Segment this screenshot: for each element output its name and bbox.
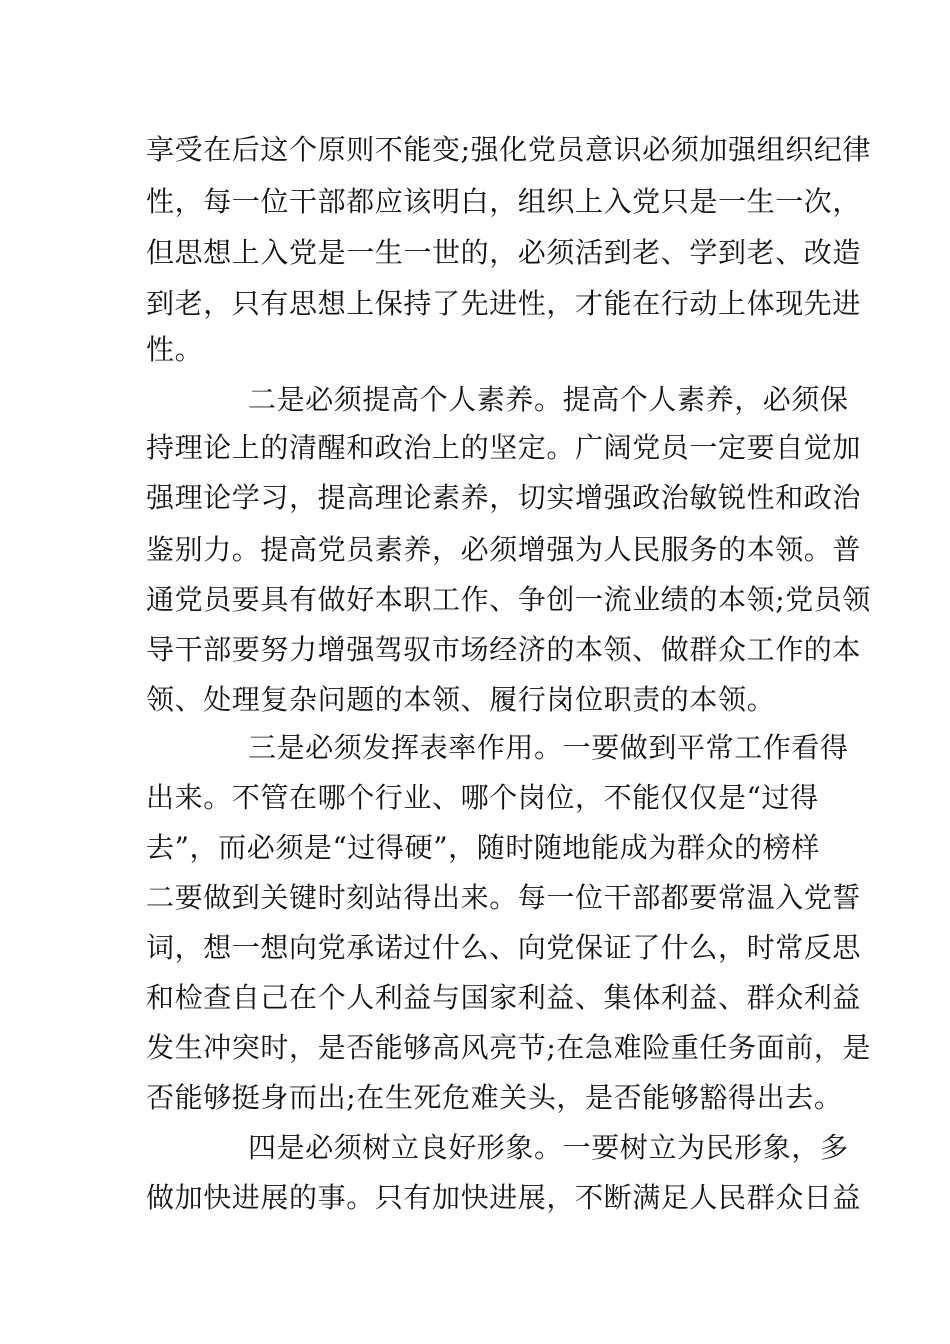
text-line: 发生冲突时，是否能够高风亮节;在急难险重任务面前，是 <box>146 1031 872 1064</box>
text-line: 性，每一位干部都应该明白，组织上入党只是一生一次， <box>146 185 862 218</box>
text-line: 强理论学习，提高理论素养，切实增强政治敏锐性和政治 <box>146 481 862 514</box>
text-line: 到老，只有思想上保持了先进性，才能在行动上体现先进 <box>146 287 862 320</box>
paragraph-start-line: 二是必须提高个人素养。提高个人素养，必须保 <box>248 383 849 416</box>
text-line: 导干部要努力增强驾驭市场经济的本领、做群众工作的本 <box>146 633 862 666</box>
text-line: 否能够挺身而出;在生死危难关头，是否能够豁得出去。 <box>146 1081 843 1114</box>
text-line: 出来。不管在哪个行业、哪个岗位，不能仅仅是“过得 <box>146 781 819 814</box>
text-line: 和检查自己在个人利益与国家利益、集体利益、群众利益 <box>146 981 862 1014</box>
text-line: 通党员要具有做好本职工作、争创一流业绩的本领;党员领 <box>146 583 872 616</box>
text-line: 做加快进展的事。只有加快进展，不断满足人民群众日益 <box>146 1181 862 1214</box>
text-line: 二要做到关键时刻站得出来。每一位干部都要常温入党誓 <box>146 881 862 914</box>
text-line: 持理论上的清醒和政治上的坚定。广阔党员一定要自觉加 <box>146 431 862 464</box>
text-line: 但思想上入党是一生一世的，必须活到老、学到老、改造 <box>146 236 862 269</box>
paragraph-start-line: 四是必须树立良好形象。一要树立为民形象，多 <box>248 1131 849 1164</box>
text-line: 领、处理复杂问题的本领、履行岗位职责的本领。 <box>146 683 776 716</box>
text-line: 鉴别力。提高党员素养，必须增强为人民服务的本领。普 <box>146 533 862 566</box>
text-line: 性。 <box>146 333 204 366</box>
text-line: 词，想一想向党承诺过什么、向党保证了什么，时常反思 <box>146 931 862 964</box>
text-line: 去”，而必须是“过得硬”，随时随地能成为群众的榜样 <box>146 831 820 864</box>
paragraph-start-line: 三是必须发挥表率作用。一要做到平常工作看得 <box>248 731 849 764</box>
text-line: 享受在后这个原则不能变;强化党员意识必须加强组织纪律 <box>146 133 872 166</box>
